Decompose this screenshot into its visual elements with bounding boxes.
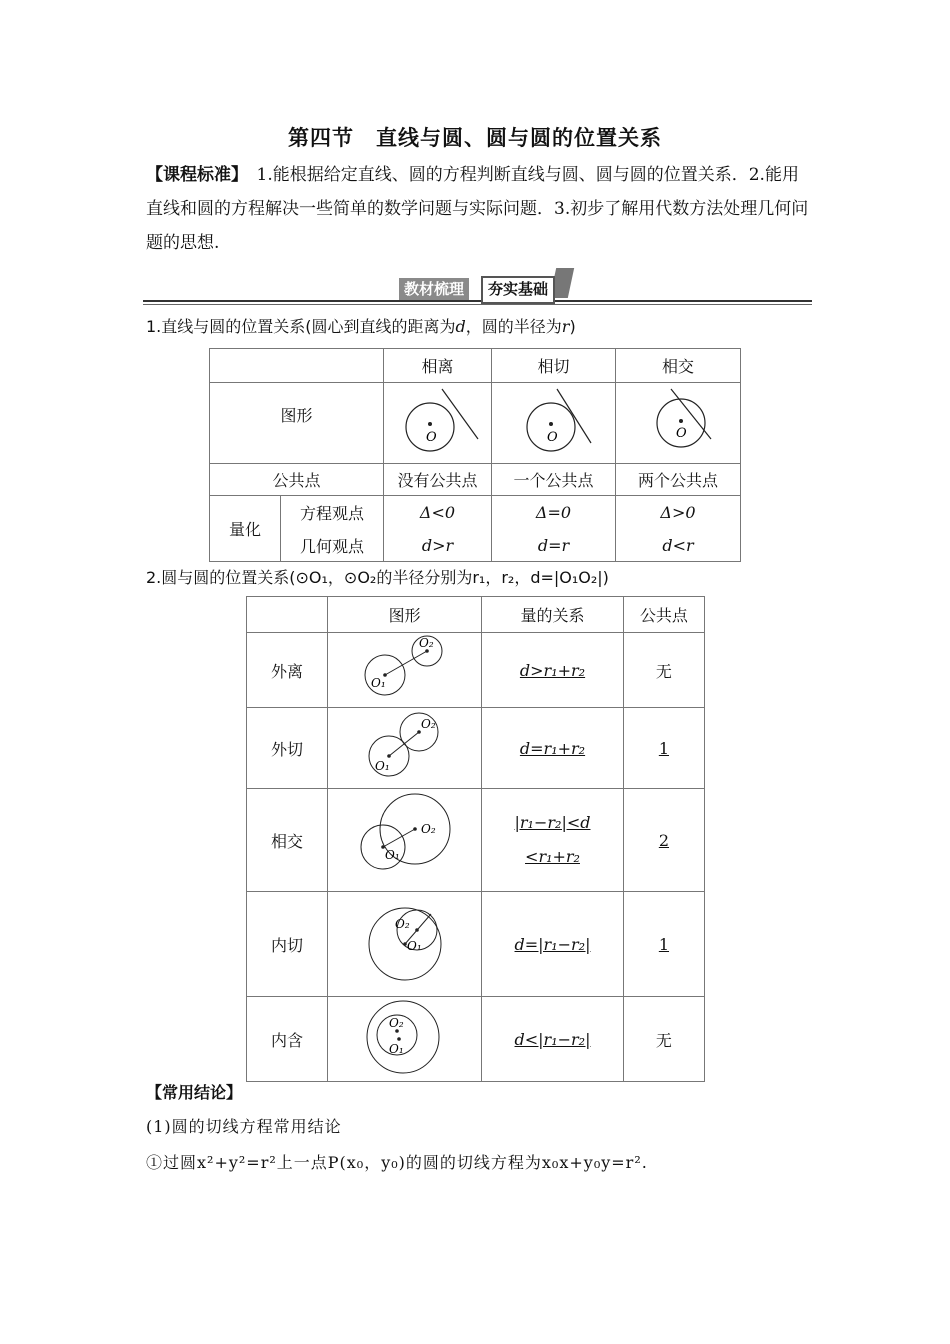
figure-intersect bbox=[616, 383, 741, 464]
relation-cell: d<|r₁−r₂| bbox=[482, 997, 624, 1082]
figure-external-separate bbox=[328, 633, 482, 708]
col-tangent: 相切 bbox=[492, 349, 616, 383]
course-standard bbox=[146, 158, 810, 260]
relation-cell: d=|r₁−r₂| bbox=[482, 892, 624, 997]
common-separate: 没有公共点 bbox=[384, 464, 492, 496]
svg-text:O₂: O₂ bbox=[388, 1016, 404, 1030]
line-circle-table bbox=[209, 348, 741, 562]
page-title: 第四节 直线与圆、圆与圆的位置关系 bbox=[288, 125, 662, 150]
row-name: 内切 bbox=[247, 892, 328, 997]
svg-text:O₂: O₂ bbox=[420, 822, 436, 836]
svg-text:O₂: O₂ bbox=[420, 717, 436, 731]
svg-text:O₂: O₂ bbox=[394, 917, 410, 931]
figure-tangent bbox=[492, 383, 616, 464]
svg-text:O₁: O₁ bbox=[370, 676, 386, 690]
figure-contained bbox=[328, 997, 482, 1082]
common-intersect: 两个公共点 bbox=[616, 464, 741, 496]
col-intersect: 相交 bbox=[616, 349, 741, 383]
row-name: 内含 bbox=[247, 997, 328, 1082]
svg-text:O: O bbox=[546, 430, 558, 445]
eq-tangent: Δ=0 bbox=[492, 496, 616, 530]
standard-text: 1.能根据给定直线、圆的方程判断直线与圆、圆与圆的位置关系．2.能用直线和圆的方程解决一些简单的数学问题与实际问题．3.初步了解用代数方法处理几何问题的思想. bbox=[146, 165, 809, 253]
row-shape-label: 图形 bbox=[210, 383, 384, 464]
svg-text:O: O bbox=[676, 426, 687, 441]
standard-tag: 【课程标准】 bbox=[146, 165, 240, 185]
circle-circle-table bbox=[246, 596, 705, 1082]
common-tangent: 一个公共点 bbox=[492, 464, 616, 496]
header-blank bbox=[247, 597, 328, 633]
geo-tangent: d=r bbox=[492, 530, 616, 562]
banner-left: 教材梳理 bbox=[399, 278, 469, 300]
geo-intersect: d<r bbox=[616, 530, 741, 562]
geo-separate: d>r bbox=[384, 530, 492, 562]
header-shape: 图形 bbox=[328, 597, 482, 633]
row-name: 相交 bbox=[247, 789, 328, 892]
figure-separate bbox=[384, 383, 492, 464]
header-relation: 量的关系 bbox=[482, 597, 624, 633]
svg-text:O₂: O₂ bbox=[418, 636, 434, 650]
row-quant-label: 量化 bbox=[210, 496, 281, 562]
relation-cell: |r₁−r₂|<d <r₁+r₂ bbox=[482, 789, 624, 892]
row-name: 外切 bbox=[247, 708, 328, 789]
svg-text:O₁: O₁ bbox=[374, 759, 390, 773]
header-common: 公共点 bbox=[623, 597, 704, 633]
banner-right: 夯实基础 bbox=[481, 276, 555, 304]
svg-text:O₁: O₁ bbox=[388, 1042, 404, 1056]
common-cell: 2 bbox=[623, 789, 704, 892]
notes-item1: (1)圆的切线方程常用结论 bbox=[146, 1117, 342, 1136]
notes-tag: 【常用结论】 bbox=[146, 1083, 243, 1102]
svg-text:O₁: O₁ bbox=[384, 848, 400, 862]
common-cell: 1 bbox=[623, 892, 704, 997]
relation-cell: d>r₁+r₂ bbox=[482, 633, 624, 708]
col-separate: 相离 bbox=[384, 349, 492, 383]
common-cell: 1 bbox=[623, 708, 704, 789]
common-cell: 无 bbox=[623, 633, 704, 708]
relation-cell: d=r₁+r₂ bbox=[482, 708, 624, 789]
figure-external-tangent bbox=[328, 708, 482, 789]
sub-eq-label: 方程观点 bbox=[281, 496, 384, 530]
figure-intersecting bbox=[328, 789, 482, 892]
notes-item2: ①过圆x²+y²=r²上一点P(x₀，y₀)的圆的切线方程为x₀x+y₀y=r². bbox=[146, 1153, 648, 1172]
figure-internal-tangent bbox=[328, 892, 482, 997]
eq-separate: Δ<0 bbox=[384, 496, 492, 530]
row-name: 外离 bbox=[247, 633, 328, 708]
row-common-label: 公共点 bbox=[210, 464, 384, 496]
section2-heading: 2.圆与圆的位置关系(⊙O₁，⊙O₂的半径分别为r₁，r₂，d=|O₁O₂|) bbox=[146, 568, 609, 587]
svg-text:O₁: O₁ bbox=[406, 939, 422, 953]
section-banner bbox=[143, 268, 812, 304]
section1-heading: 1.直线与圆的位置关系(圆心到直线的距离为d，圆的半径为r) bbox=[146, 317, 576, 336]
eq-intersect: Δ>0 bbox=[616, 496, 741, 530]
sub-geo-label: 几何观点 bbox=[281, 530, 384, 562]
svg-text:O: O bbox=[425, 430, 437, 445]
common-cell: 无 bbox=[623, 997, 704, 1082]
